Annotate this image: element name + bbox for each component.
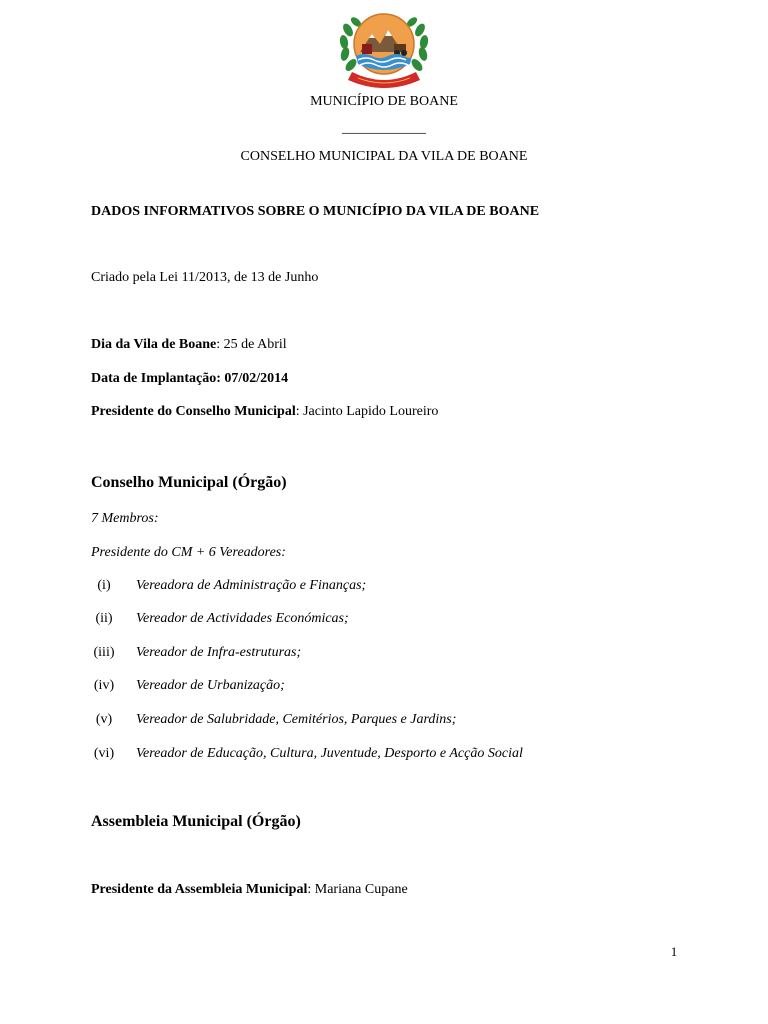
header-separator: ____________: [342, 121, 426, 136]
town-day-label: Dia da Vila de Boane: [91, 337, 217, 352]
council-title: CONSELHO MUNICIPAL DA VILA DE BOANE: [240, 149, 528, 164]
municipal-emblem: [338, 8, 430, 92]
council-president-label: Presidente do Conselho Municipal: [91, 404, 296, 419]
document-title: DADOS INFORMATIVOS SOBRE O MUNICÍPIO DA VILA DE BOANE: [91, 204, 540, 219]
list-item-text: Vereadora de Administração e Finanças;: [136, 578, 367, 593]
list-item-number: (ii): [95, 611, 113, 626]
council-president-value: : Jacinto Lapido Loureiro: [295, 404, 439, 419]
assembly-president-line: [91, 881, 408, 899]
implantation-date: Data de Implantação: 07/02/2014: [91, 371, 289, 386]
list-item-text: Vereador de Urbanização;: [136, 678, 285, 693]
list-item-text: Vereador de Salubridade, Cemitérios, Parques e Jardins;: [136, 712, 457, 727]
assembly-president-label: Presidente da Assembleia Municipal: [91, 882, 308, 897]
town-day-value: : 25 de Abril: [216, 337, 287, 352]
list-item-text: Vereador de Educação, Cultura, Juventude, Desporto e Acção Social: [136, 746, 523, 761]
list-item-number: (i): [97, 578, 111, 593]
list-item-text: Vereador de Actividades Económicas;: [136, 611, 349, 626]
council-members: 7 Membros:: [91, 511, 159, 526]
list-item-number: (vi): [93, 746, 115, 761]
council-president-line: [91, 403, 438, 421]
town-day-line: [91, 336, 287, 354]
creation-law: Criado pela Lei 11/2013, de 13 de Junho: [91, 270, 319, 285]
list-item-number: (v): [95, 712, 113, 727]
list-item-text: Vereador de Infra-estruturas;: [136, 645, 302, 660]
municipality-title: MUNICÍPIO DE BOANE: [310, 94, 458, 109]
assembly-section-heading: Assembleia Municipal (Órgão): [91, 813, 301, 830]
list-item-number: (iv): [93, 678, 115, 693]
council-composition: Presidente do CM + 6 Vereadores:: [91, 545, 286, 560]
list-item-number: (iii): [93, 645, 115, 660]
council-section-heading: Conselho Municipal (Órgão): [91, 474, 287, 491]
page-number: 1: [670, 944, 678, 959]
assembly-president-value: : Mariana Cupane: [307, 882, 408, 897]
